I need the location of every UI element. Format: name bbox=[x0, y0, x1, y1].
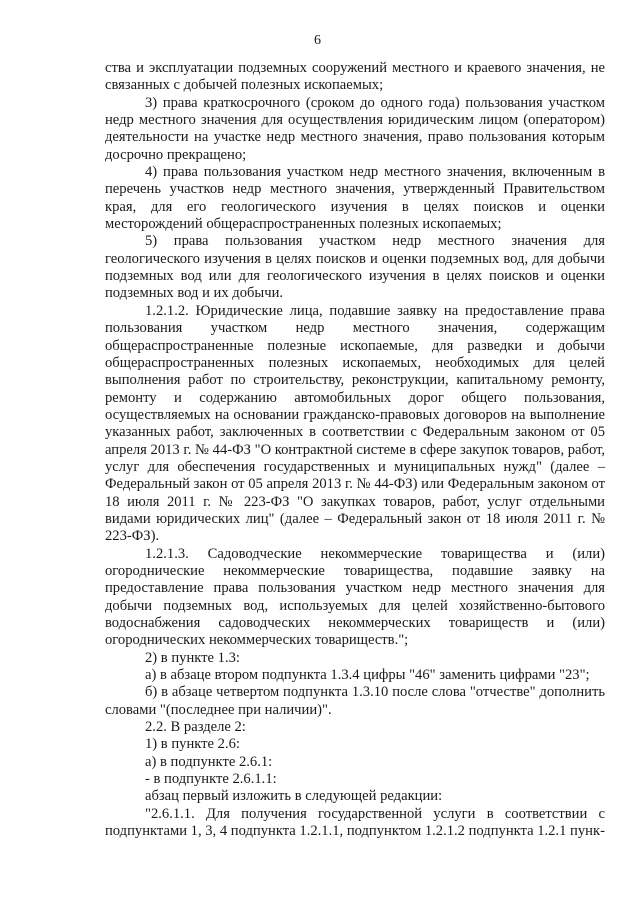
paragraph: 1.2.1.3. Садоводческие некоммерческие товарищества и (или) огороднические некоммерческие товарищества, подавшие заявку на предоставление права пользования участком недр местного значения для добычи подземных вод, используемых для целей хозяйственно-бытового водоснабжения садоводческих некоммерческих товариществ и (или) огороднических некоммерческих товариществ."; bbox=[105, 545, 605, 649]
paragraph: ства и эксплуатации подземных сооружений местного и краевого значения, не связанных с добычей полезных ископаемых; bbox=[105, 60, 605, 94]
page-number: 6 bbox=[314, 33, 321, 48]
paragraph: абзац первый изложить в следующей редакции: bbox=[145, 788, 443, 805]
paragraph: а) в абзаце втором подпункта 1.3.4 цифры "46" заменить цифрами "23"; bbox=[145, 667, 590, 684]
paragraph: 1) в пункте 2.6: bbox=[145, 736, 240, 753]
paragraph: 1.2.1.2. Юридические лица, подавшие заявку на предоставление права пользования участком недр местного значения, содержащим общераспространенные полезные ископаемые, для разведки и добычи общераспространенных полезных ископаемых, необходимых для целей выполнения работ по строительству, реконструкции, капитальному ремонту, ремонту и содержанию автомобильных дорог общего пользования, осуществляемых на основании гражданско-правовых договоров на выполнение указанных работ, заключенных в соответствии с Федеральным законом от 05 апреля 2013 г. № 44-ФЗ "О контрактной системе в сфере закупок товаров, работ, услуг для обеспечения государственных и муниципальных нужд" (далее – Федеральный закон от 05 апреля 2013 г. № 44-ФЗ) или Федеральным законом от 18 июля 2011 г. № 223-ФЗ "О закупках товаров, работ, услуг отдельными видами юридических лиц" (далее – Федеральный закон от 18 июля 2011 г. № 223-ФЗ). bbox=[105, 302, 605, 545]
paragraph: 4) права пользования участком недр местного значения, включенным в перечень участков недр местного значения, утвержденный Правительством края, для его геологического изучения в целях поисков и оценки месторождений общераспространенных полезных ископаемых; bbox=[105, 164, 605, 233]
paragraph: "2.6.1.1. Для получения государственной услуги в соответствии с подпунктами 1, 3, 4 подпункта 1.2.1.1, подпунктом 1.2.1.2 подпункта 1.2.1 пунк- bbox=[105, 805, 605, 840]
paragraph: б) в абзаце четвертом подпункта 1.3.10 после слова "отчестве" дополнить словами "(последнее при наличии)". bbox=[105, 684, 605, 718]
paragraph: 5) права пользования участком недр местного значения для геологического изучения в целях поисков и оценки подземных вод, для добычи подземных вод или для геологического изучения в целях поисков и оценки подземных вод и их добычи. bbox=[105, 233, 605, 302]
paragraph: а) в подпункте 2.6.1: bbox=[145, 753, 273, 770]
paragraph: - в подпункте 2.6.1.1: bbox=[145, 771, 277, 788]
paragraph: 2.2. В разделе 2: bbox=[145, 719, 246, 736]
paragraph: 3) права краткосрочного (сроком до одного года) пользования участком недр местного значения для осуществления юридическим лицом (оператором) деятельности на участке недр местного значения, право пользования которым досрочно прекращено; bbox=[105, 94, 605, 163]
document-body bbox=[105, 60, 605, 840]
paragraph: 2) в пункте 1.3: bbox=[145, 649, 240, 666]
